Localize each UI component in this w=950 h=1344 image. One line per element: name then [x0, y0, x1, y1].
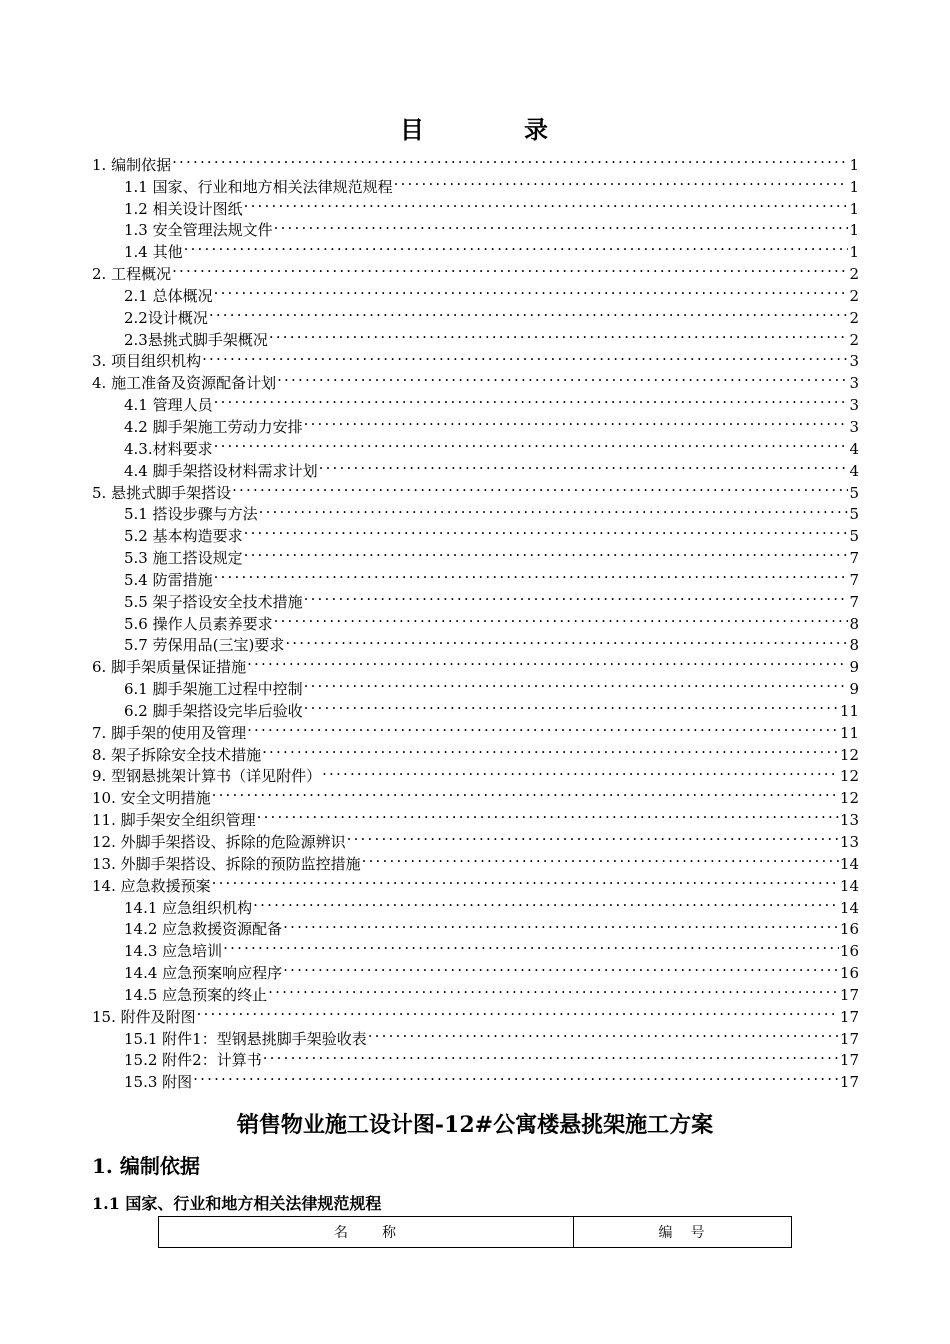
toc-entry-text: 1.4 其他	[124, 242, 184, 264]
toc-entry-page: 1	[848, 242, 859, 264]
section-heading-1-1: 1.1 国家、行业和地方相关法律规范规程	[92, 1194, 382, 1213]
toc-entry-page: 17	[839, 1072, 859, 1094]
toc-entry-page: 9	[848, 679, 859, 701]
toc-entry-text: 8. 架子拆除安全技术措施	[92, 745, 262, 767]
toc-leader-dots	[257, 803, 839, 825]
toc-leader-dots	[283, 913, 839, 935]
toc-entry[interactable]	[92, 869, 859, 895]
toc-leader-dots	[232, 476, 848, 498]
toc-entry-page: 2	[848, 308, 859, 330]
toc-entry[interactable]	[92, 672, 859, 699]
toc-leader-dots	[285, 629, 848, 651]
toc-entry[interactable]	[92, 214, 859, 240]
toc-entry[interactable]	[92, 366, 859, 393]
toc-leader-dots	[212, 869, 839, 891]
toc-leader-dots	[212, 781, 839, 803]
toc-entry-text: 14.2 应急救援资源配备	[124, 919, 283, 941]
toc-entry[interactable]	[92, 585, 859, 611]
toc-entry-page: 5	[848, 526, 859, 548]
toc-entry-text: 14.3 应急培训	[124, 941, 223, 963]
toc-entry[interactable]	[92, 803, 859, 830]
toc-leader-dots	[172, 257, 848, 279]
toc-entry-text: 15.1 附件1：型钢悬挑脚手架验收表	[124, 1029, 368, 1051]
toc-entry-text: 2.2设计概况	[124, 308, 209, 330]
toc-entry[interactable]	[92, 476, 859, 502]
table-header-number: 编 号	[574, 1217, 792, 1248]
toc-leader-dots	[259, 498, 849, 520]
toc-entry-page: 12	[839, 745, 859, 767]
toc-entry[interactable]	[92, 1022, 859, 1048]
toc-entry[interactable]	[92, 235, 859, 262]
toc-entry[interactable]	[92, 388, 859, 415]
toc-entry-page: 8	[848, 614, 859, 636]
toc-entry-text: 1. 编制依据	[92, 155, 172, 177]
toc-entry[interactable]	[92, 257, 859, 284]
toc-entry[interactable]	[92, 650, 859, 677]
toc-entry-text: 6.2 脚手架搭设完毕后验收	[124, 701, 304, 723]
toc-entry[interactable]	[92, 1065, 859, 1092]
toc-entry-text: 2.1 总体概况	[124, 286, 214, 308]
toc-entry[interactable]	[92, 716, 859, 742]
toc-entry[interactable]	[92, 1044, 859, 1070]
toc-entry-page: 3	[848, 373, 859, 395]
toc-entry-page: 3	[848, 395, 859, 417]
toc-entry[interactable]	[92, 694, 859, 720]
toc-entry[interactable]	[92, 956, 859, 983]
toc-entry-page: 13	[839, 810, 859, 832]
toc-entry-page: 1	[848, 220, 859, 242]
toc-entry-text: 14.1 应急组织机构	[124, 898, 253, 920]
toc-entry[interactable]	[92, 978, 859, 1004]
standards-table	[158, 1216, 792, 1248]
toc-leader-dots	[202, 345, 848, 367]
toc-entry-page: 12	[839, 788, 859, 810]
toc-entry-text: 2. 工程概况	[92, 264, 172, 286]
toc-leader-dots	[368, 1022, 839, 1044]
toc-leader-dots	[277, 366, 848, 388]
toc-entry-page: 13	[839, 832, 859, 854]
toc-leader-dots	[209, 301, 849, 323]
toc-entry-text: 7. 脚手架的使用及管理	[92, 723, 247, 745]
toc-entry-text: 12. 外脚手架搭设、拆除的危险源辨识	[92, 832, 347, 854]
toc-entry-text: 4.3.材料要求	[124, 439, 214, 461]
toc-entry-page: 8	[848, 635, 859, 657]
toc-entry-page: 12	[839, 766, 859, 788]
toc-leader-dots	[184, 235, 849, 257]
toc-entry-text: 5.4 防雷措施	[124, 570, 214, 592]
toc-entry-page: 2	[848, 264, 859, 286]
toc-entry-page: 7	[848, 570, 859, 592]
toc-leader-dots	[193, 1065, 839, 1087]
toc-entry-text: 5.3 施工搭设规定	[124, 548, 244, 570]
toc-entry[interactable]	[92, 847, 859, 873]
toc-entry-page: 2	[848, 286, 859, 308]
toc-entry-page: 3	[848, 351, 859, 373]
toc-entry-page: 11	[839, 701, 859, 723]
toc-leader-dots	[244, 519, 849, 541]
toc-entry-text: 4.4 脚手架搭设材料需求计划	[124, 461, 319, 483]
toc-leader-dots	[247, 716, 839, 738]
toc-entry[interactable]	[92, 738, 859, 764]
toc-leader-dots	[214, 563, 849, 585]
toc-entry-text: 15. 附件及附图	[92, 1007, 197, 1029]
toc-entry-text: 15.2 附件2：计算书	[124, 1050, 263, 1072]
toc-entry-page: 7	[848, 592, 859, 614]
toc-entry[interactable]	[92, 760, 859, 786]
toc-entry[interactable]	[92, 541, 859, 568]
toc-leader-dots	[304, 694, 839, 716]
toc-entry[interactable]	[92, 323, 859, 349]
toc-leader-dots	[274, 214, 849, 236]
toc-leader-dots	[263, 1044, 839, 1066]
toc-entry-page: 4	[848, 439, 859, 461]
toc-entry-page: 14	[839, 876, 859, 898]
toc-entry-text: 5.5 架子搭设安全技术措施	[124, 592, 304, 614]
toc-title-left: 目	[400, 115, 426, 144]
toc-leader-dots	[247, 650, 848, 672]
toc-entry[interactable]	[92, 934, 859, 961]
toc-leader-dots	[268, 978, 839, 1000]
toc-entry-text: 14.5 应急预案的终止	[124, 985, 268, 1007]
toc-entry-page: 9	[848, 657, 859, 679]
toc-leader-dots	[244, 541, 849, 563]
toc-entry-text: 14. 应急救援预案	[92, 876, 212, 898]
toc-entry[interactable]	[92, 607, 859, 633]
toc-entry[interactable]	[92, 563, 859, 589]
toc-entry-text: 1.1 国家、行业和地方相关法律规范规程	[124, 177, 394, 199]
toc-leader-dots	[347, 825, 839, 847]
toc-entry-text: 14.4 应急预案响应程序	[124, 963, 283, 985]
toc-entry-text: 2.3悬挑式脚手架概况	[124, 330, 269, 352]
toc-entry-text: 3. 项目组织机构	[92, 351, 202, 373]
toc-entry[interactable]	[92, 781, 859, 808]
toc-entry-text: 6. 脚手架质量保证措施	[92, 657, 247, 679]
toc-entry[interactable]	[92, 279, 859, 305]
toc-entry-page: 17	[839, 1050, 859, 1072]
toc-leader-dots	[319, 454, 849, 476]
toc-entry[interactable]	[92, 629, 859, 655]
toc-entry-page: 16	[839, 919, 859, 941]
toc-entry-page: 17	[839, 1029, 859, 1051]
toc-entry[interactable]	[92, 170, 859, 196]
toc-entry[interactable]	[92, 519, 859, 546]
toc-entry-page: 11	[839, 723, 859, 745]
toc-entry-text: 10. 安全文明措施	[92, 788, 212, 810]
toc-leader-dots	[214, 432, 849, 454]
toc-title-right: 录	[524, 115, 550, 144]
toc-entry-page: 7	[848, 548, 859, 570]
document-title: 销售物业施工设计图-12#公寓楼悬挑架施工方案	[236, 1112, 714, 1138]
toc-entry[interactable]	[92, 1000, 859, 1026]
toc-entry-page: 17	[839, 1007, 859, 1029]
toc-entry-page: 1	[848, 177, 859, 199]
toc-entry-text: 5.6 操作人员素养要求	[124, 614, 274, 636]
toc-entry-page: 5	[848, 483, 859, 505]
toc-entry[interactable]	[92, 825, 859, 851]
toc-entry[interactable]	[92, 913, 859, 939]
toc-entry-page: 3	[848, 417, 859, 439]
toc-entry-text: 4. 施工准备及资源配备计划	[92, 373, 277, 395]
toc-entry[interactable]	[92, 410, 859, 436]
toc-leader-dots	[362, 847, 839, 869]
toc-entry-page: 1	[848, 199, 859, 221]
toc-entry[interactable]	[92, 301, 859, 327]
toc-leader-dots	[304, 410, 849, 432]
table-header-name: 名 称	[159, 1217, 574, 1248]
toc-leader-dots	[274, 607, 849, 629]
toc-entry-page: 2	[848, 330, 859, 352]
toc-leader-dots	[214, 388, 849, 410]
toc-entry[interactable]	[92, 432, 859, 458]
toc-leader-dots	[269, 323, 849, 345]
toc-entry-page: 1	[848, 155, 859, 177]
toc-entry-page: 16	[839, 963, 859, 985]
toc-entry-text: 9. 型钢悬挑架计算书（详见附件）	[92, 766, 322, 788]
toc-leader-dots	[253, 891, 839, 913]
toc-leader-dots	[197, 1000, 839, 1022]
toc-leader-dots	[304, 672, 849, 694]
toc-entry[interactable]	[92, 454, 859, 480]
toc-entry-text: 15.3 附图	[124, 1072, 193, 1094]
toc-entry-page: 16	[839, 941, 859, 963]
toc-leader-dots	[172, 148, 848, 170]
table-of-contents	[92, 148, 859, 1092]
toc-leader-dots	[304, 585, 849, 607]
toc-leader-dots	[262, 738, 839, 760]
toc-entry-text: 5.1 搭设步骤与方法	[124, 504, 259, 526]
toc-entry[interactable]	[92, 498, 859, 524]
toc-leader-dots	[283, 956, 839, 978]
toc-entry-text: 1.3 安全管理法规文件	[124, 220, 274, 242]
toc-entry-text: 1.2 相关设计图纸	[124, 199, 244, 221]
toc-entry-page: 5	[848, 504, 859, 526]
toc-entry-text: 5.2 基本构造要求	[124, 526, 244, 548]
toc-entry-page: 14	[839, 854, 859, 876]
toc-entry-text: 4.1 管理人员	[124, 395, 214, 417]
toc-entry[interactable]	[92, 891, 859, 917]
toc-entry[interactable]	[92, 192, 859, 218]
toc-entry-text: 5.7 劳保用品(三宝)要求	[124, 635, 285, 657]
toc-entry-text: 5. 悬挑式脚手架搭设	[92, 483, 232, 505]
toc-entry[interactable]	[92, 148, 859, 174]
section-heading-1: 1. 编制依据	[92, 1154, 200, 1178]
toc-entry-page: 14	[839, 898, 859, 920]
toc-leader-dots	[214, 279, 849, 301]
toc-leader-dots	[322, 760, 839, 782]
toc-entry[interactable]	[92, 345, 859, 371]
toc-entry-page: 17	[839, 985, 859, 1007]
toc-leader-dots	[223, 934, 839, 956]
toc-entry-page: 4	[848, 461, 859, 483]
toc-leader-dots	[394, 170, 849, 192]
toc-entry-text: 11. 脚手架安全组织管理	[92, 810, 257, 832]
toc-title	[0, 114, 950, 146]
toc-entry-text: 4.2 脚手架施工劳动力安排	[124, 417, 304, 439]
toc-entry-text: 13. 外脚手架搭设、拆除的预防监控措施	[92, 854, 362, 876]
toc-entry-text: 6.1 脚手架施工过程中控制	[124, 679, 304, 701]
toc-leader-dots	[244, 192, 849, 214]
